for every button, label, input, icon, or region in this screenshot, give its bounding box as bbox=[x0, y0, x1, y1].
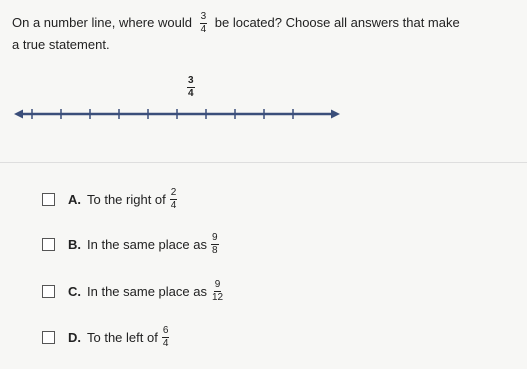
choice-b-fraction-denominator: 8 bbox=[211, 244, 218, 256]
choice-b-fraction bbox=[211, 233, 219, 256]
choice-a-fraction-denominator: 4 bbox=[170, 199, 177, 211]
choice-a-text: To the right of bbox=[87, 191, 166, 207]
choice-c-letter: C. bbox=[68, 283, 81, 299]
number-line-label-numerator: 3 bbox=[188, 75, 194, 86]
number-line-left-arrow-icon bbox=[14, 110, 23, 119]
choice-a-letter: A. bbox=[68, 191, 81, 207]
question-text-after: be located? Choose all answers that make bbox=[214, 14, 460, 30]
choice-d-text: To the left of bbox=[87, 329, 158, 345]
choice-a-checkbox[interactable] bbox=[42, 193, 55, 206]
question-fraction-numerator: 3 bbox=[200, 11, 207, 22]
choice-c-fraction-denominator: 12 bbox=[211, 291, 224, 303]
choice-d-fraction bbox=[162, 326, 170, 349]
question-fraction-denominator: 4 bbox=[200, 24, 207, 35]
choice-b-letter: B. bbox=[68, 236, 81, 252]
number-line-figure bbox=[14, 74, 344, 134]
choice-c-text: In the same place as bbox=[87, 283, 207, 299]
number-line-right-arrow-icon bbox=[331, 110, 340, 119]
choice-c-fraction-numerator: 9 bbox=[214, 278, 221, 290]
choice-c-fraction bbox=[211, 280, 224, 303]
choice-a[interactable] bbox=[42, 185, 181, 213]
question-text-line2: a true statement. bbox=[12, 37, 110, 52]
choice-d[interactable] bbox=[42, 323, 173, 351]
choice-c[interactable] bbox=[42, 277, 228, 305]
choice-c-checkbox[interactable] bbox=[42, 285, 55, 298]
choice-b-checkbox[interactable] bbox=[42, 238, 55, 251]
choice-b-text: In the same place as bbox=[87, 236, 207, 252]
divider bbox=[0, 162, 527, 163]
number-line bbox=[14, 102, 344, 126]
choice-a-fraction bbox=[170, 188, 178, 211]
number-line-label-denominator: 4 bbox=[188, 88, 194, 99]
number-line-label bbox=[187, 76, 195, 99]
question-text bbox=[12, 12, 520, 55]
choice-d-fraction-denominator: 4 bbox=[162, 337, 169, 349]
choice-d-letter: D. bbox=[68, 329, 81, 345]
choice-b-fraction-numerator: 9 bbox=[211, 231, 218, 243]
question-fraction bbox=[200, 12, 208, 35]
choice-b[interactable] bbox=[42, 230, 223, 258]
choice-d-checkbox[interactable] bbox=[42, 331, 55, 344]
choice-a-fraction-numerator: 2 bbox=[170, 186, 177, 198]
question-text-before: On a number line, where would bbox=[12, 14, 192, 30]
choice-d-fraction-numerator: 6 bbox=[162, 324, 169, 336]
